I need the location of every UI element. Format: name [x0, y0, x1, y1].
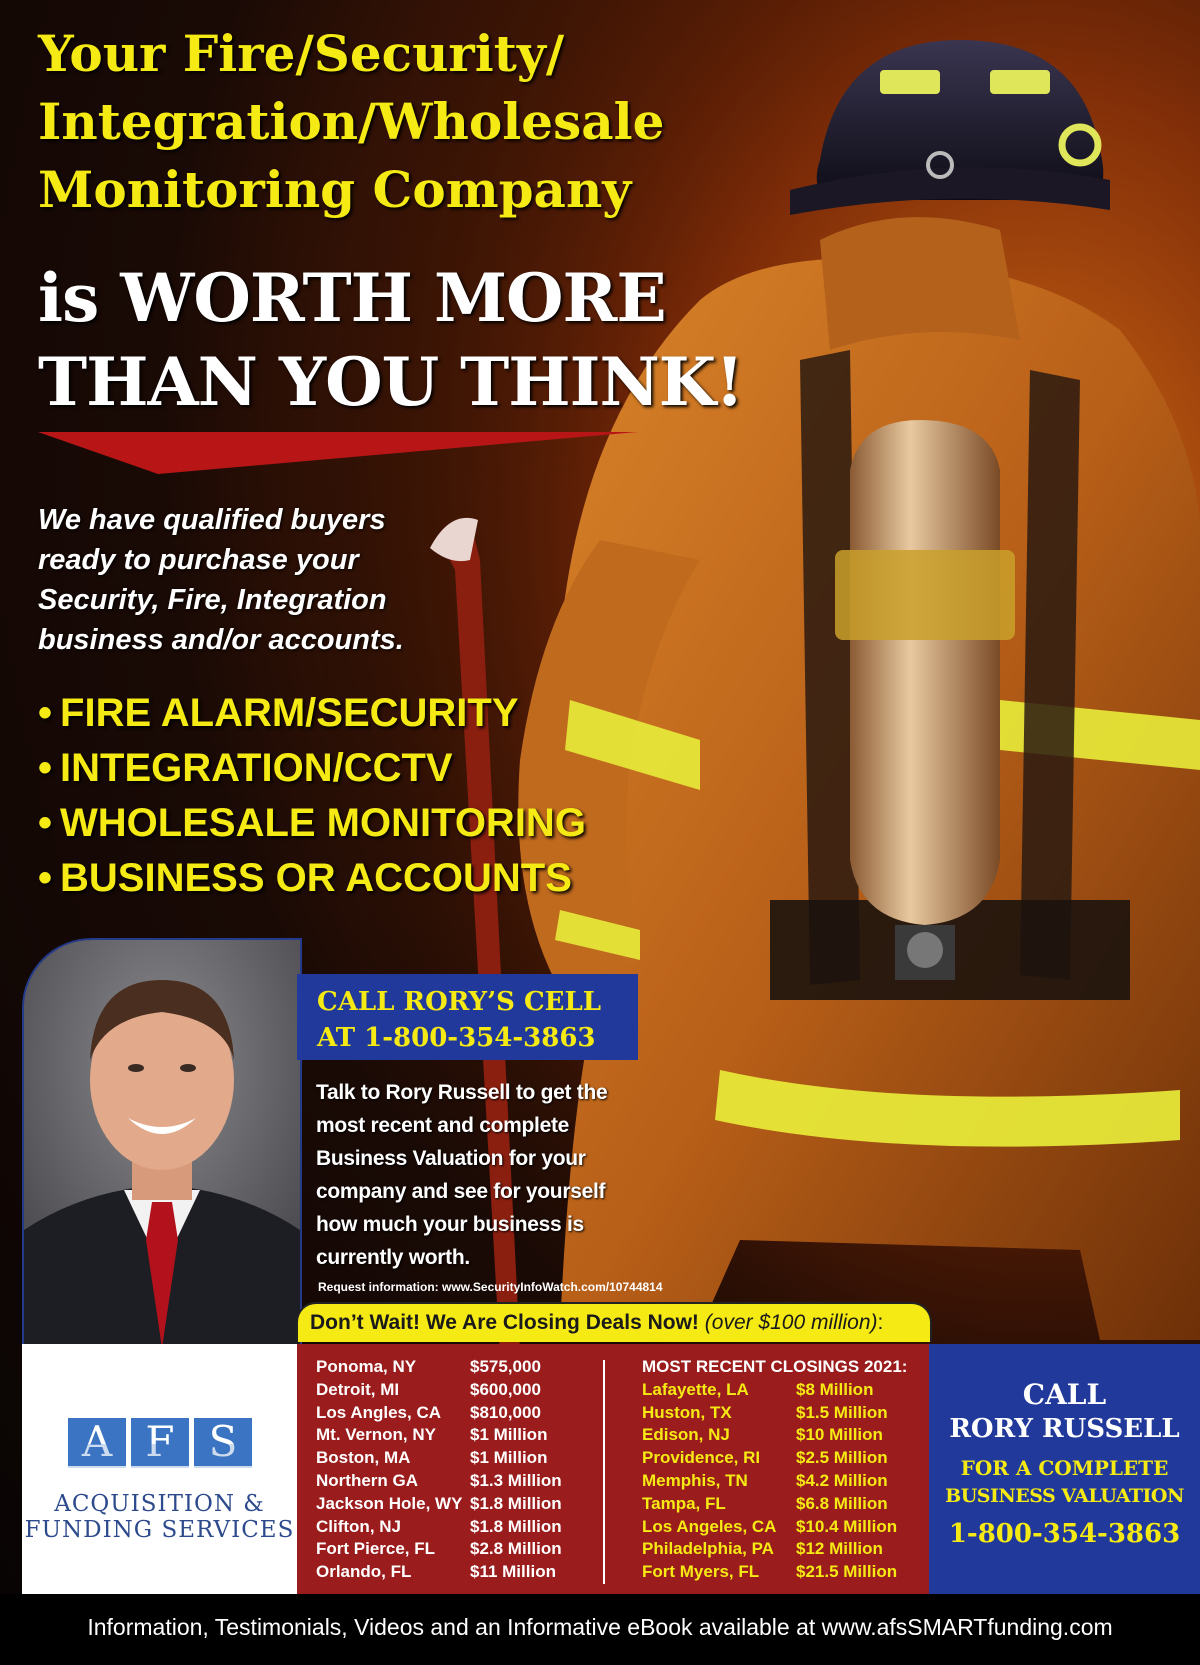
- logo-letter: F: [131, 1418, 189, 1466]
- service-item: • WHOLESALE MONITORING: [38, 801, 586, 845]
- closing-deals-banner: [296, 1302, 932, 1342]
- footer-info[interactable]: Information, Testimonials, Videos and an Informative eBook available at www.afsSMARTfunding.com: [0, 1594, 1200, 1665]
- intro-text: We have qualified buyers ready to purchase your Security, Fire, Integration business and/or accounts.: [38, 504, 404, 656]
- request-info-link[interactable]: Request information: www.SecurityInfoWatch.com/10744814: [318, 1280, 663, 1294]
- logo-line-2: FUNDING SERVICES: [24, 1517, 295, 1543]
- valuation-description: Talk to Rory Russell to get the most recent and complete Business Valuation for your company and see for yourself how much your business is currently worth.: [316, 1081, 608, 1269]
- list-item: Fort Myers, FL $21.5 Million: [642, 1562, 898, 1582]
- list-item: Huston, TX $1.5 Million: [642, 1402, 888, 1422]
- banner-italic-text: (over $100 million): [704, 1311, 878, 1334]
- call-box-line-3: FOR A COMPLETE: [960, 1456, 1169, 1480]
- banner-bold-text: Don’t Wait! We Are Closing Deals Now!: [310, 1311, 699, 1334]
- headline-line-4: is WORTH MORE: [38, 259, 666, 337]
- call-box-line-2: RORY RUSSELL: [949, 1414, 1180, 1444]
- list-item: Edison, NJ $10 Million: [642, 1425, 883, 1445]
- bottom-row: [0, 1344, 1200, 1594]
- headline-line-5: THAN YOU THINK!: [38, 343, 744, 421]
- service-item: • INTEGRATION/CCTV: [38, 746, 453, 790]
- logo-letter-reflection: [131, 1444, 189, 1468]
- closings-divider: [603, 1360, 605, 1584]
- recent-closings-heading: MOST RECENT CLOSINGS 2021:: [642, 1357, 908, 1376]
- logo-letter-reflection: [194, 1444, 252, 1468]
- list-item: Providence, RI $2.5 Million: [642, 1448, 888, 1468]
- closings-panel: Ponoma, NY $575,000 Detroit, MI $600,000 Los Angles, CA $810,000 Mt. Vernon, NY $1 Million Boston, MA $1 Million Northern GA $1.3 Million Jackson Hole, WY $1.8 Million Clifton, NJ $1.8 Million Fort Pierce, FL $2.8 Million Orlando, FL $11 Million MOST RECENT CLOSINGS 2021: Lafayette, LA $8 Million Huston, TX $1.5 Million Edison, NJ $10 Million Providence, RI $2.5 Million Memphis, TN $4.2 Million Tampa, FL $6.8 Million Los Angeles, CA $10.4 Million Philadelphia, PA $12 Million Fort Myers, FL $21.5 Million: [297, 1344, 929, 1594]
- call-box-line-4: BUSINESS VALUATION: [945, 1485, 1184, 1507]
- service-list: [38, 686, 586, 906]
- list-item: Philadelphia, PA $12 Million: [642, 1539, 883, 1559]
- portrait-photo: [22, 938, 302, 1348]
- call-box-line-1: CALL: [1022, 1378, 1107, 1411]
- logo-line-1: ACQUISITION &: [54, 1491, 265, 1517]
- logo-letter: A: [68, 1418, 126, 1466]
- list-item: Lafayette, LA $8 Million: [642, 1379, 874, 1399]
- call-box: [929, 1344, 1200, 1594]
- call-cta-box: [297, 974, 638, 1060]
- service-item: • FIRE ALARM/SECURITY: [38, 691, 519, 735]
- banner-tail: :: [877, 1311, 884, 1334]
- headline-line-2: Integration/Wholesale: [38, 92, 665, 151]
- logo-letter-reflection: [68, 1444, 126, 1468]
- headline-line-1: Your Fire/Security/: [38, 24, 565, 83]
- afs-logo-reflection: [68, 1444, 252, 1468]
- headline-line-3: Monitoring Company: [38, 160, 632, 219]
- logo-letter: S: [194, 1418, 252, 1466]
- list-item: Los Angeles, CA $10.4 Million: [642, 1516, 898, 1536]
- list-item: Memphis, TN $4.2 Million: [642, 1470, 888, 1490]
- call-box-phone[interactable]: 1-800-354-3863: [948, 1519, 1181, 1549]
- service-item: • BUSINESS OR ACCOUNTS: [38, 856, 572, 900]
- afs-logo: [22, 1344, 297, 1594]
- list-item: Tampa, FL $6.8 Million: [642, 1493, 888, 1513]
- red-chevron: [38, 432, 638, 474]
- recent-closings-list: [642, 1356, 907, 1584]
- cta-phone[interactable]: AT 1-800-354-3863: [317, 1023, 596, 1053]
- cta-line-1: CALL RORY’S CELL: [317, 987, 602, 1017]
